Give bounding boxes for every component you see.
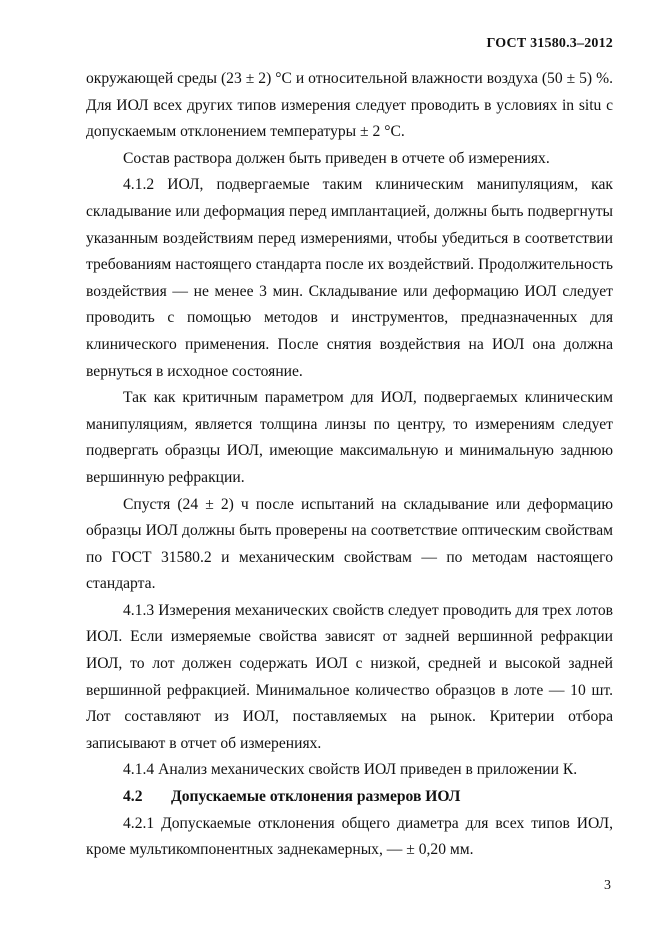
paragraph-after-testing: Спустя (24 ± 2) ч после испытаний на складывание или деформацию образцы ИОЛ должны быть проверены на соответствие оптическим свойствам по ГОСТ 31580.2 и механическим свойствам — по методам настоящего стандарта.	[86, 495, 613, 593]
paragraph-4-1-2: 4.1.2 ИОЛ, подвергаемые таким клиническим манипуляциям, как складывание или деформация перед имплантацией, должны быть подвергнуты указанным воздействиям перед измерениями, чтобы убедиться в соответствии требованиям настоящего стандарта после их воздействий. Продолжительность воздействия — не менее 3 мин. Складывание или деформацию ИОЛ следует проводить с помощью методов и инструментов, предназначенных для клинического применения. После снятия воздействия на ИОЛ она должна вернуться в исходное состояние.	[86, 176, 613, 380]
paragraph-4-1-4: 4.1.4 Анализ механических свойств ИОЛ приведен в приложении К.	[123, 761, 578, 779]
section-heading-4-2	[86, 784, 613, 811]
section-title: Допускаемые отклонения размеров ИОЛ	[171, 788, 461, 806]
paragraph-critical-parameter: Так как критичным параметром для ИОЛ, подвергаемых клиническим манипуляциям, является толщина линзы по центру, то измерениям следует подвергать образцы ИОЛ, имеющие максимальную и минимальную заднюю вершинную рефракции.	[86, 389, 613, 486]
page-number: 3	[604, 878, 611, 893]
page-body	[86, 66, 613, 864]
document-header: ГОСТ 31580.3–2012	[486, 36, 613, 51]
section-number: 4.2	[123, 788, 143, 806]
paragraph-solution-composition: Состав раствора должен быть приведен в отчете об измерениях.	[123, 149, 550, 167]
paragraph-4-2-1: 4.2.1 Допускаемые отклонения общего диаметра для всех типов ИОЛ, кроме мультикомпонентных заднекамерных, — ± 0,20 мм.	[86, 814, 613, 859]
paragraph-4-1-3: 4.1.3 Измерения механических свойств следует проводить для трех лотов ИОЛ. Если измеряемые свойства зависят от задней вершинной рефракции ИОЛ, то лот должен содержать ИОЛ с низкой, средней и высокой задней вершинной рефракцией. Минимальное количество образцов в лоте — 10 шт. Лот составляют из ИОЛ, поставляемых на рынок. Критерии отбора записывают в отчет об измерениях.	[86, 601, 613, 752]
paragraph-continuation: окружающей среды (23 ± 2) °С и относительной влажности воздуха (50 ± 5) %. Для ИОЛ всех других типов измерения следует проводить в условиях in situ с допускаемым отклонением температуры ± 2 °С.	[86, 70, 613, 141]
